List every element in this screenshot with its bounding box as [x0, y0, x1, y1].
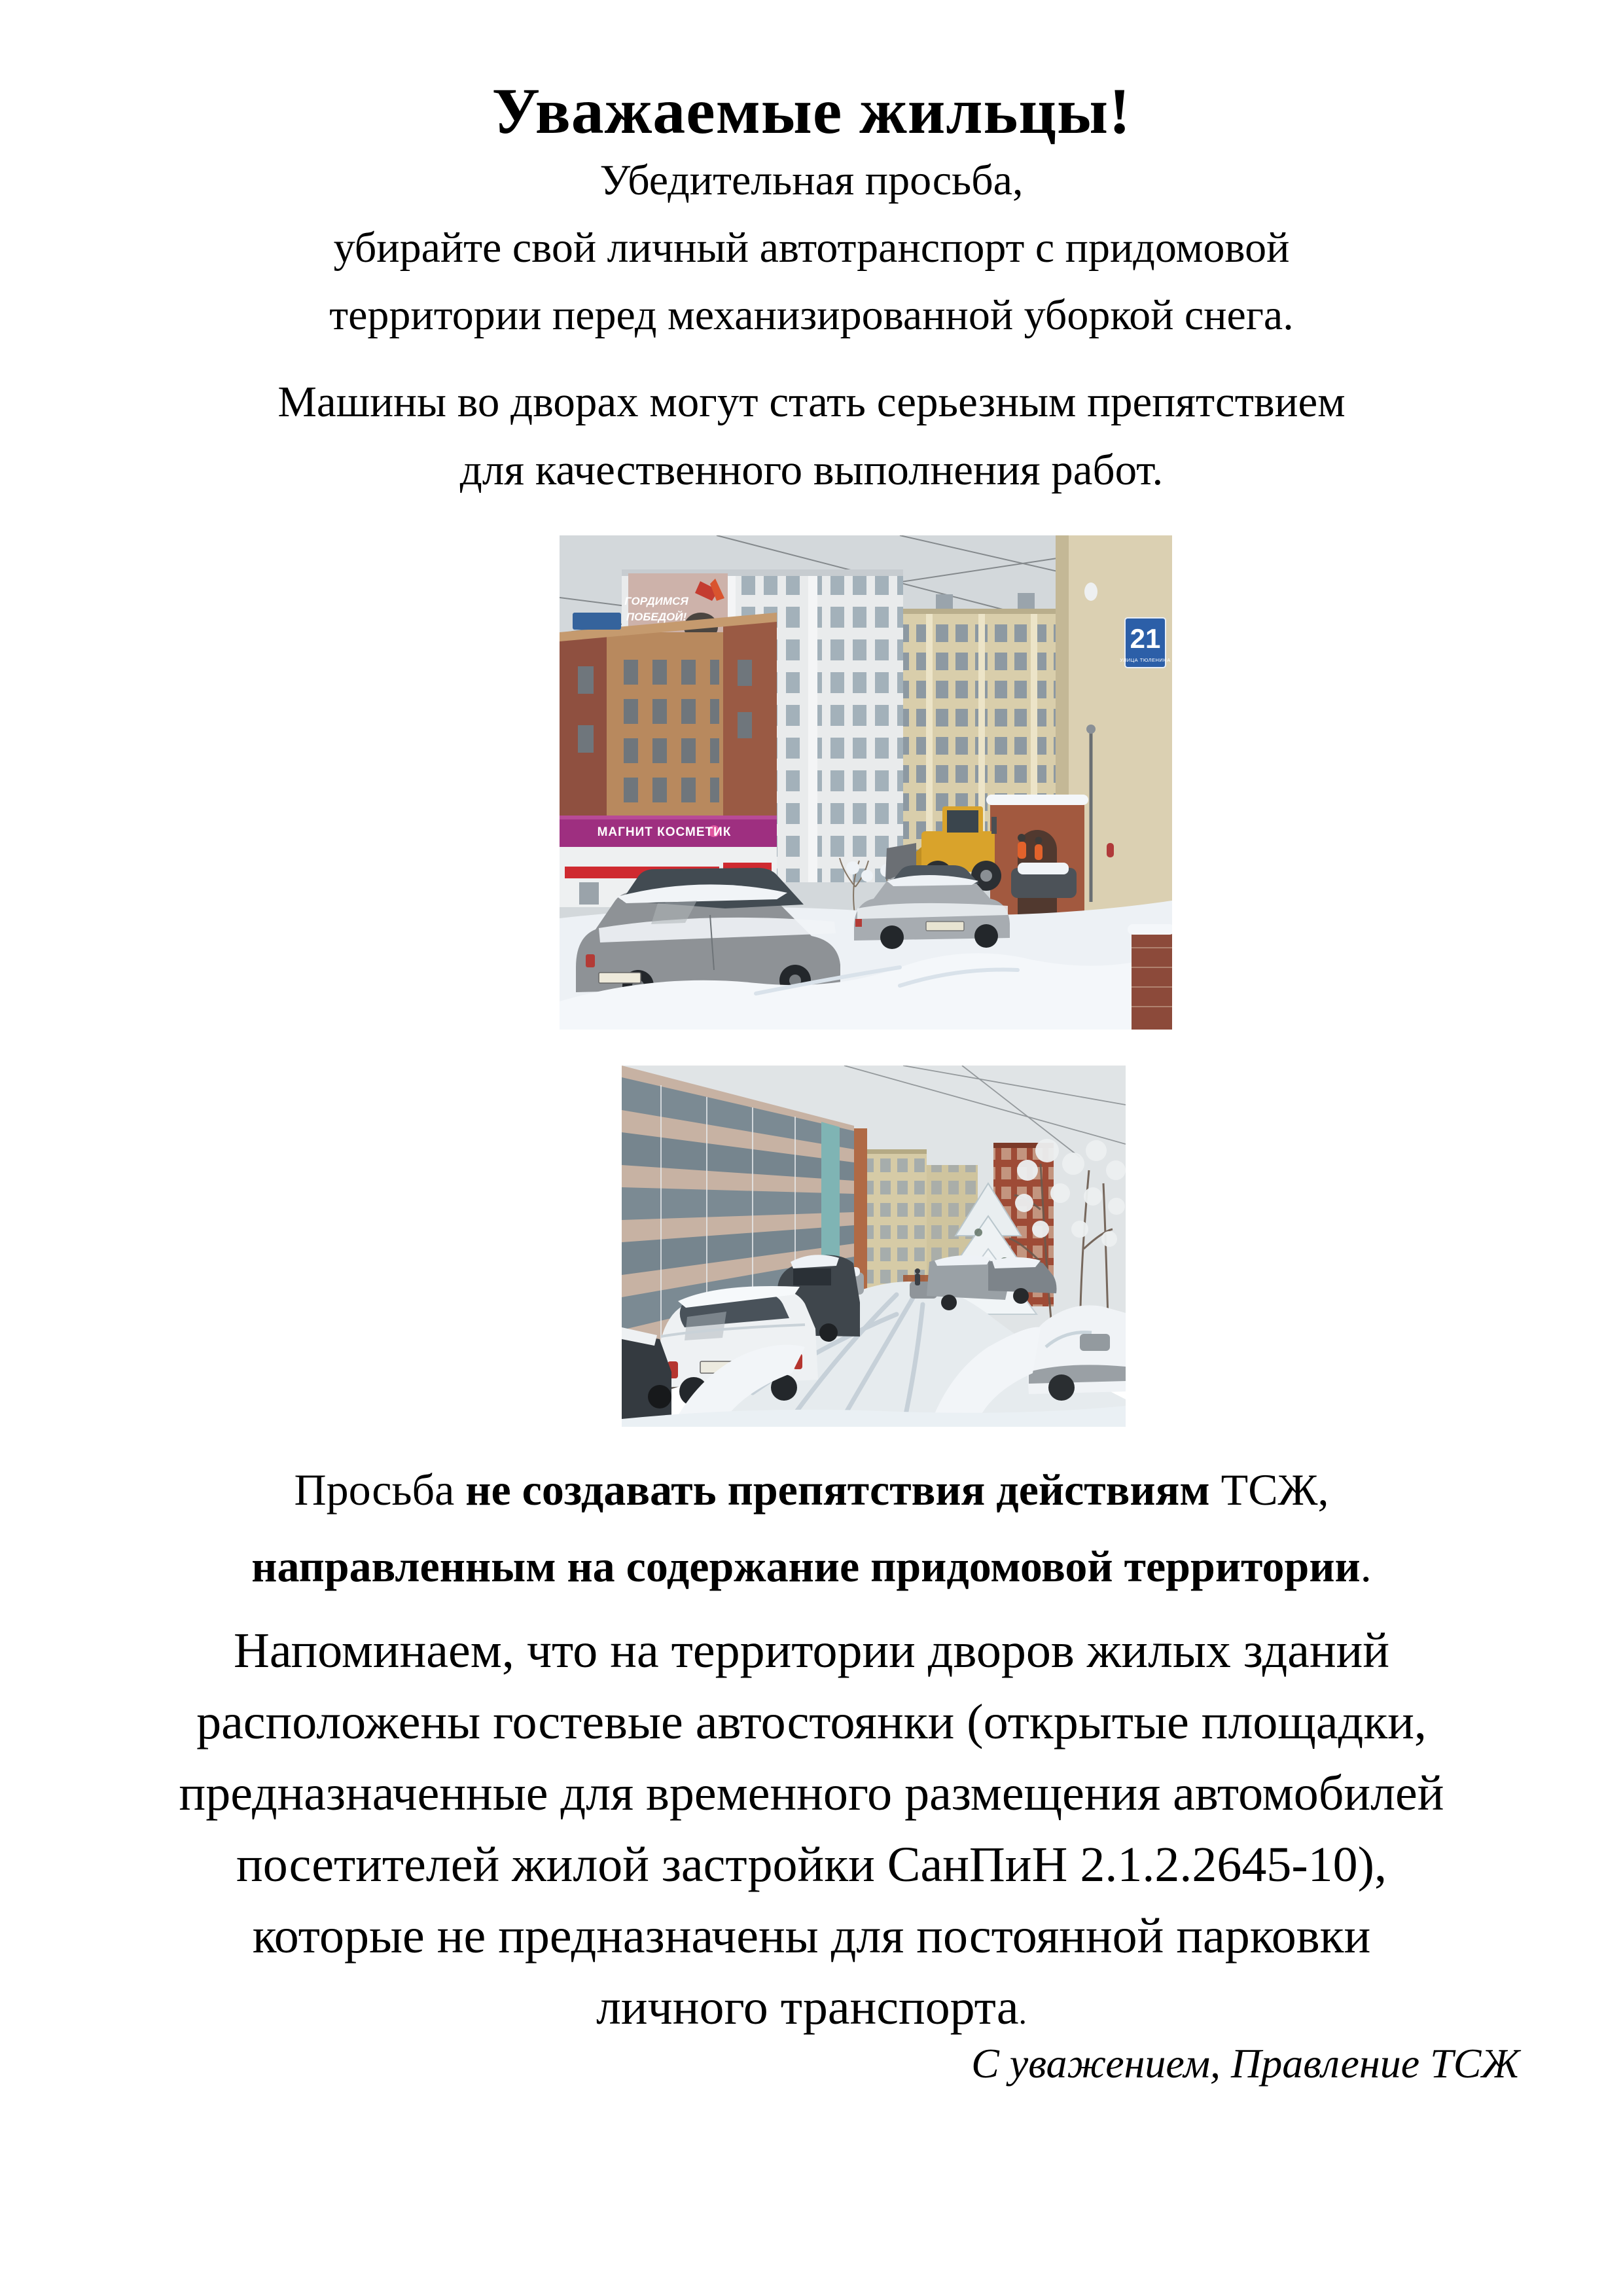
notice-line: расположены гостевые автостоянки (открытые площадки,: [196, 1695, 1427, 1749]
notice-line: убирайте свой личный автотранспорт с придомовой: [333, 224, 1290, 272]
mural-text-line2: ПОБЕДОЙ!: [626, 611, 687, 623]
house-number: 21: [1130, 623, 1161, 654]
signature: С уважением, Правление ТСЖ: [971, 2040, 1520, 2087]
request-paragraph: [92, 1452, 1531, 1605]
intro-paragraph: [92, 147, 1531, 349]
mural-text-line1: ГОРДИМСЯ: [624, 595, 688, 607]
pedestrian: [915, 1268, 920, 1285]
street-name: УЛИЦА ТЮЛЕНИНА: [1120, 657, 1171, 663]
photo-snowy-yard-road: [622, 1066, 1126, 1427]
store-sign-text: МАГНИТ КОСМЕТИК: [597, 825, 732, 839]
magnit-cosmetic-sign: [560, 816, 777, 847]
address-plaque: [1120, 618, 1170, 668]
photo-courtyard-snow-loader: [560, 535, 1172, 1030]
warning-paragraph: [92, 368, 1531, 504]
car-dark: [1011, 863, 1077, 898]
notice-line: Машины во дворах могут стать серьезным препятствием: [277, 378, 1346, 426]
notice-line: направленным на содержание придомовой территории.: [251, 1541, 1372, 1591]
brick-pillar: [1128, 924, 1172, 1030]
notice-line: которые не предназначены для постоянной парковки: [252, 1909, 1371, 1964]
notice-line: для качественного выполнения работ.: [459, 446, 1164, 494]
notice-line: Напоминаем, что на территории дворов жилых зданий: [234, 1623, 1389, 1678]
notice-line: территории перед механизированной уборкой снега.: [329, 291, 1294, 339]
notice-line: личного транспорта.: [596, 1980, 1027, 2035]
notice-line: посетителей жилой застройки СанПиН 2.1.2.2645-10),: [236, 1837, 1387, 1892]
reminder-paragraph: [92, 1615, 1531, 2049]
notice-line: Просьба не создавать препятствия действиям ТСЖ,: [294, 1465, 1329, 1515]
page-title: Уважаемые жильцы!: [491, 75, 1132, 147]
notice-line: Убедительная просьба,: [599, 156, 1024, 204]
notice-line: предназначенные для временного размещения автомобилей: [179, 1766, 1444, 1821]
